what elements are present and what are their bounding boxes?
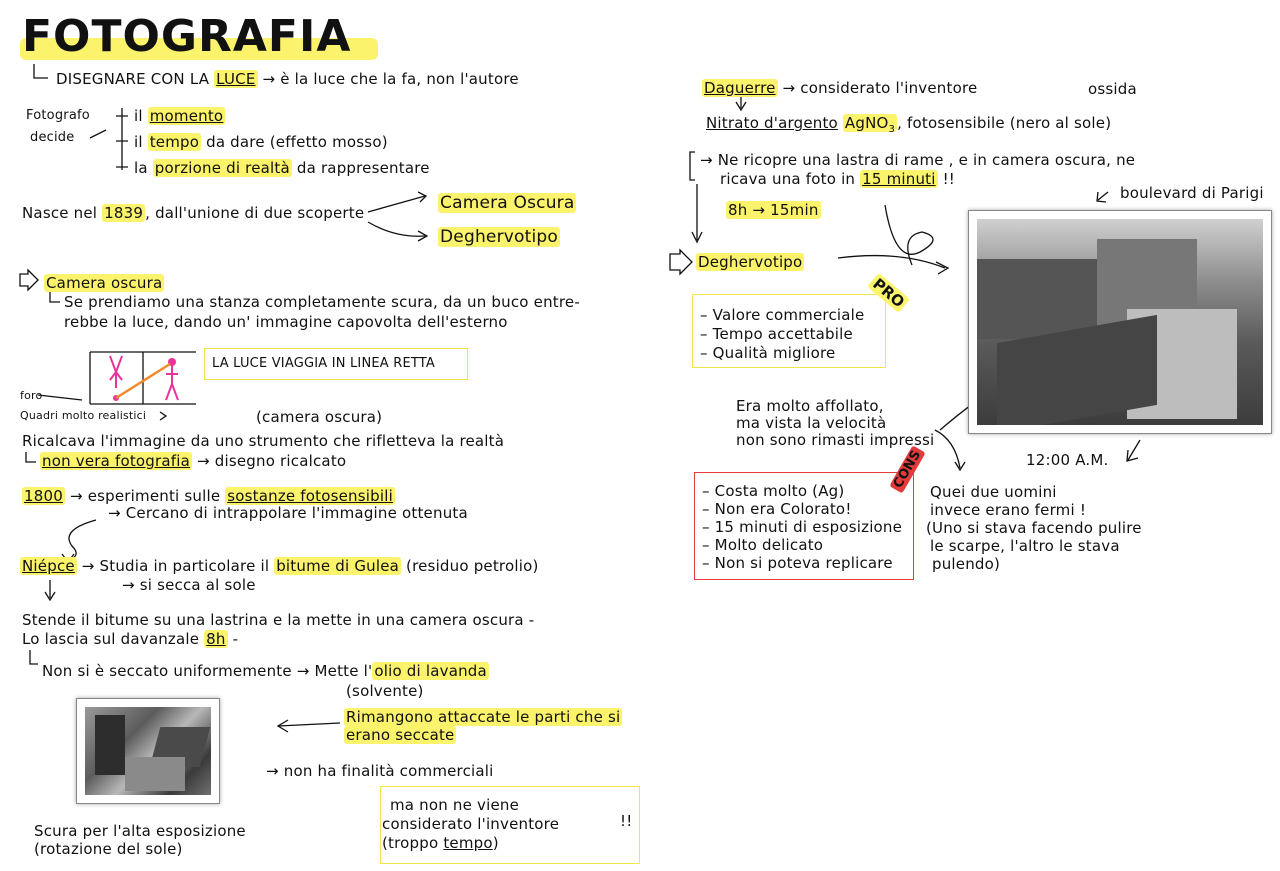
camera-oscura-heading: Camera oscura (46, 274, 163, 292)
page-title: FOTOGRAFIA (22, 11, 352, 62)
niepce-line: Niépce → Studia in particolare il bitume di Gulea (residuo petrolio) (22, 557, 539, 575)
niepce-sub: → si secca al sole (122, 576, 256, 594)
uomini-2: invece erano fermi ! (930, 501, 1087, 519)
inventor-note-3: (troppo tempo) (382, 834, 499, 852)
foro-label: foro (20, 389, 43, 402)
rimangono-1: Rimangono attaccate le parti che si (346, 708, 621, 726)
deghervotipo-heading: Deghervotipo (698, 253, 803, 271)
affollato-2: ma vista la velocità (736, 414, 887, 432)
scura-line-1: Scura per l'alta esposizione (34, 822, 246, 840)
time-reduction: 8h → 15min (728, 201, 819, 219)
camera-paren: (camera oscura) (256, 408, 383, 426)
inventor-note-1: ma non ne viene (390, 796, 520, 814)
boulevard-label: boulevard di Parigi (1120, 184, 1264, 202)
uomini-1: Quei due uomini (930, 483, 1057, 501)
affollato-3: non sono rimasti impressi (736, 431, 935, 449)
light-note: LA LUCE VIAGGIA IN LINEA RETTA (212, 356, 436, 371)
s1800-line: 1800 → esperimenti sulle sostanze fotosensibili (24, 487, 393, 505)
niepce-photo (76, 698, 220, 804)
cons-item: – 15 minuti di esposizione (702, 518, 903, 536)
cons-item: – Non era Colorato! (702, 500, 852, 518)
camera-line-2: rebbe la luce, dando un' immagine capovolta dell'esterno (64, 313, 508, 331)
cons-item: – Molto delicato (702, 536, 824, 554)
stende-line-2: Lo lascia sul davanzale 8h - (22, 630, 239, 648)
camera-line-1: Se prendiamo una stanza completamente scura, da un buco entre- (64, 293, 580, 311)
nitrato-line: Nitrato d'argento AgNO$_3$ , fotosensibile (nero al sole) (706, 114, 1112, 135)
decide-item: il momento (134, 107, 224, 125)
inventor-note-2: considerato l'inventore (382, 815, 560, 833)
definition-line: DISEGNARE CON LA LUCE → è la luce che la fa, non l'autore (56, 70, 519, 88)
ricopre-line-2: ricava una foto in 15 minuti !! (720, 170, 956, 188)
pro-tag: PRO (867, 273, 910, 313)
solvente: (solvente) (346, 682, 424, 700)
cons-item: – Non si poteva replicare (702, 554, 893, 572)
fotografo-label: Fotografo (26, 108, 90, 123)
cons-tag: CONS (889, 445, 925, 493)
ricopre-line-1: → Ne ricopre una lastra di rame , e in camera oscura, ne (700, 151, 1136, 169)
nasce-line: Nasce nel 1839 , dall'unione di due scoperte (22, 204, 365, 222)
nonsecc-line: Non si è seccato uniformemente → Mette l' olio di lavanda (42, 662, 487, 680)
daguerre-line: Daguerre → considerato l'inventore (704, 79, 978, 97)
uomini-4: le scarpe, l'altro le stava (930, 537, 1120, 555)
pro-item: – Qualità migliore (700, 344, 836, 362)
pro-item: – Tempo accettabile (700, 325, 853, 343)
nonvera-line: non vera fotografia → disegno ricalcato (42, 452, 347, 470)
boulevard-photo (968, 210, 1272, 434)
stende-line-1: Stende il bitume su una lastrina e la mette in una camera oscura - (22, 611, 535, 629)
uomini-5: pulendo) (932, 555, 1001, 573)
s1800-sub: → Cercano di intrappolare l'immagine ottenuta (108, 504, 468, 522)
decide-label: decide (30, 130, 75, 145)
ricalca-line: Ricalcava l'immagine da uno strumento che rifletteva la realtà (22, 432, 505, 450)
rimangono-2: erano seccate (346, 726, 455, 744)
decide-item: il tempo da dare (effetto mosso) (134, 133, 388, 151)
time-label: 12:00 A.M. (1026, 451, 1109, 469)
cons-item: – Costa molto (Ag) (702, 482, 845, 500)
nonfin-line: → non ha finalità commerciali (266, 762, 494, 780)
camera-oscura-branch: Camera Oscura (440, 193, 575, 213)
affollato-1: Era molto affollato, (736, 397, 884, 415)
scura-line-2: (rotazione del sole) (34, 840, 183, 858)
quadri-label: Quadri molto realistici (20, 409, 147, 422)
uomini-3: (Uno si stava facendo pulire (926, 519, 1142, 537)
inventor-note-mark: !! (620, 812, 633, 830)
deghervotipo-branch: Deghervotipo (440, 227, 559, 247)
pro-item: – Valore commerciale (700, 306, 865, 324)
ossida-label: ossida (1088, 80, 1137, 98)
decide-item: la porzione di realtà da rappresentare (134, 159, 430, 177)
